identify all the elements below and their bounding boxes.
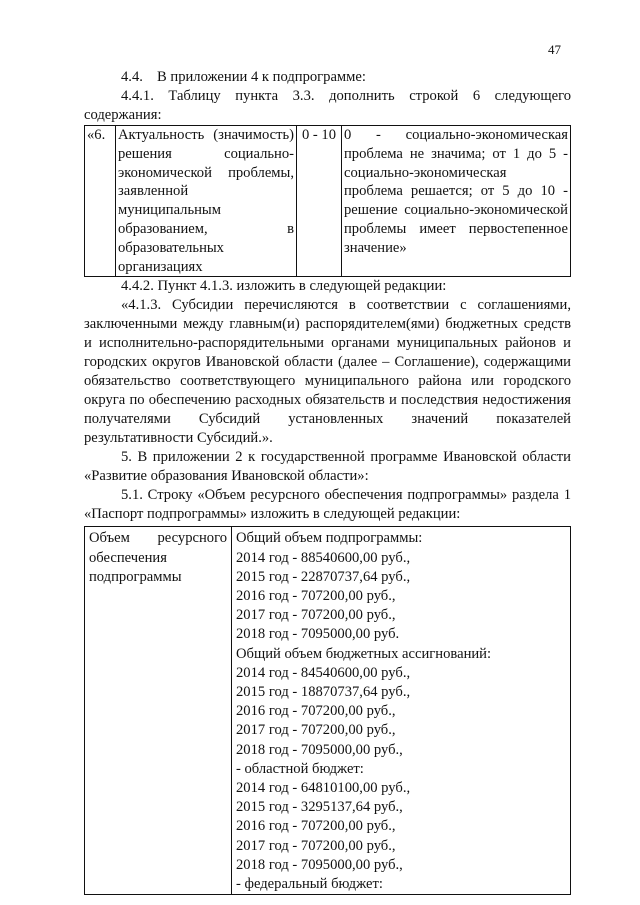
resource-line: Общий объем подпрограммы: — [236, 530, 423, 547]
resource-line: 2015 год - 22870737,64 руб., — [236, 568, 411, 585]
resource-line: 2016 год - 707200,00 руб., — [236, 818, 396, 835]
page-number: 47 — [548, 42, 561, 57]
section-4-1-3-text: «4.1.3. Субсидии перечисляются в соответствии с соглашениями, заключенными между главным(и) распорядителем(ями) бюджетных средств и исполнительно-распорядительными органами муниципальных районов и городских округов Ивановской области (далее – Соглашение), содержащими обязательство соответствующего муниципального района или городского округа по обеспечению расходных обязательств и последствия недостижения получателями Субсидий установленных значений показателей результативности Субсидий.». — [84, 297, 571, 447]
table-row — [85, 126, 571, 277]
section-4-4-2: 4.4.2. Пункт 4.1.3. изложить в следующей редакции: — [121, 278, 447, 295]
resource-line: 2014 год - 88540600,00 руб., — [236, 549, 411, 566]
section-4-4 — [84, 68, 571, 87]
resource-line: 2017 год - 707200,00 руб., — [236, 837, 396, 854]
criterion-name-cell: Актуальность (значимость) решения социально-экономической проблемы, заявленной муниципальным образованием, в образовательных организациях — [116, 126, 297, 277]
resource-values-cell — [232, 527, 571, 895]
criterion-description-cell: 0 - социально-экономическая проблема не значима; от 1 до 5 - социально-экономическая проблема решается; от 5 до 10 - решение социально-экономической проблемы имеет первостепенное значение» — [342, 126, 571, 277]
resource-table — [84, 526, 571, 895]
score-range-cell: 0 - 10 — [297, 126, 342, 277]
section-4-4-1: 4.4.1. Таблицу пункта 3.3. дополнить строкой 6 следующего содержания: — [84, 88, 571, 123]
section-5: 5. В приложении 2 к государственной программе Ивановской области «Развитие образования Ивановской области»: — [84, 449, 571, 485]
section-4-4-text: В приложении 4 к подпрограмме: — [157, 69, 366, 85]
resource-line: 2014 год - 84540600,00 руб., — [236, 664, 411, 681]
table-row — [85, 527, 571, 895]
row-number-cell: «6. — [85, 126, 116, 277]
resource-line: 2017 год - 707200,00 руб., — [236, 722, 396, 739]
resource-line: 2015 год - 3295137,64 руб., — [236, 799, 403, 816]
resource-line: - федеральный бюджет: — [236, 876, 383, 893]
resource-label-cell: Объем ресурсного обеспечения подпрограммы — [85, 527, 232, 895]
section-5-1: 5.1. Строку «Объем ресурсного обеспечения подпрограммы» раздела 1 «Паспорт подпрограммы» изложить в следующей редакции: — [84, 487, 571, 523]
section-4-4-number: 4.4. — [121, 69, 143, 85]
document-body — [84, 68, 571, 895]
resource-line: - областной бюджет: — [236, 760, 364, 777]
resource-line: 2016 год - 707200,00 руб., — [236, 587, 396, 604]
resource-line: 2018 год - 7095000,00 руб., — [236, 856, 403, 873]
resource-line: Общий объем бюджетных ассигнований: — [236, 645, 492, 662]
resource-line: 2016 год - 707200,00 руб., — [236, 703, 396, 720]
resource-line: 2017 год - 707200,00 руб., — [236, 607, 396, 624]
resource-line: 2015 год - 18870737,64 руб., — [236, 684, 411, 700]
resource-line: 2018 год - 7095000,00 руб. — [236, 626, 400, 643]
resource-line: 2014 год - 64810100,00 руб., — [236, 780, 411, 797]
criteria-table — [84, 125, 571, 277]
resource-line: 2018 год - 7095000,00 руб., — [236, 741, 403, 758]
